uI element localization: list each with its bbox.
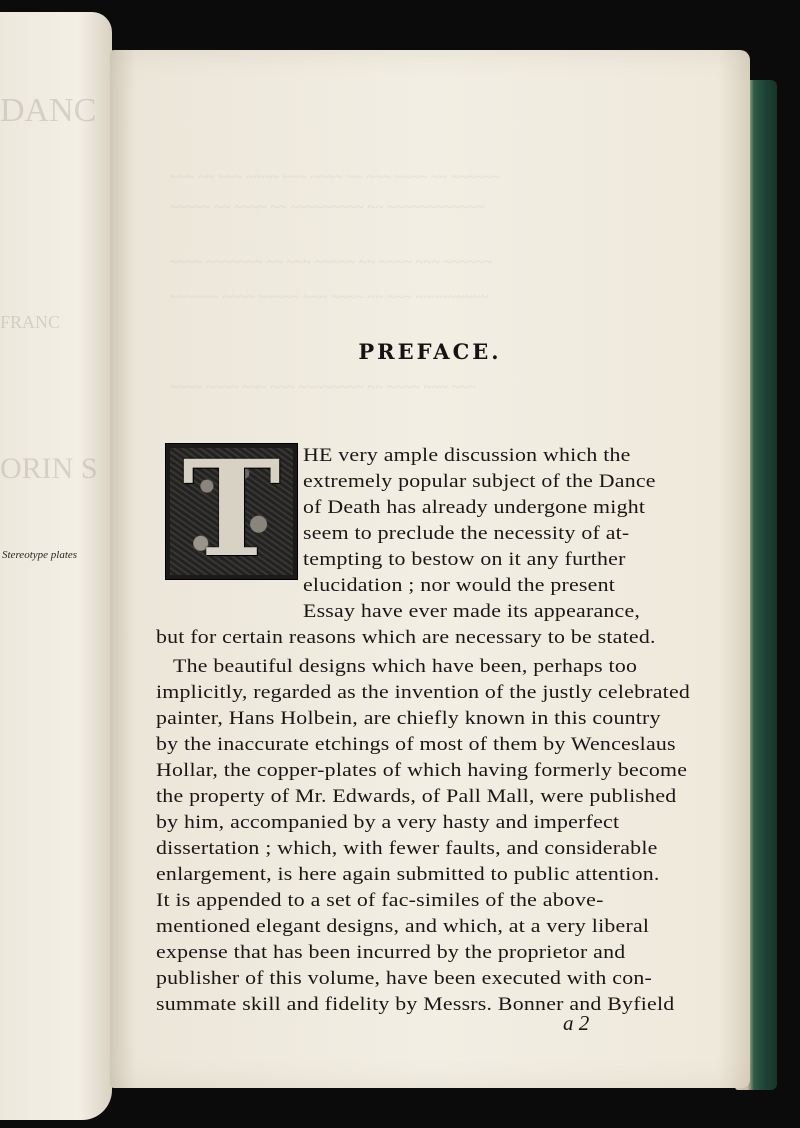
- text-line: It is appended to a set of fac-similes of the above-: [156, 890, 604, 911]
- left-page: [0, 12, 112, 1120]
- text-line: dissertation ; which, with fewer faults, and considerable: [156, 838, 658, 859]
- text-line: Essay have ever made its appearance,: [303, 601, 641, 622]
- drop-cap-letter: T: [182, 448, 281, 575]
- text-line: by the inaccurate etchings of most of them by Wenceslaus: [156, 734, 676, 755]
- left-page-note: Stereotype plates: [2, 549, 78, 561]
- text-line: by him, accompanied by a very hasty and imperfect: [156, 812, 620, 833]
- text-line: extremely popular subject of the Dance: [303, 471, 656, 492]
- text-line: of Death has already undergone might: [303, 497, 646, 518]
- bleed-through-text: ~~~~~~ ~~~~ ~~~~~ ~~~ ~~~~ ~~ ~~~ ~~~~~~~~~: [170, 290, 489, 306]
- text-line: The beautiful designs which have been, perhaps too: [173, 656, 638, 677]
- text-line: publisher of this volume, have been executed with con-: [156, 968, 653, 989]
- woodcut-illustration: [170, 448, 293, 575]
- text-line: expense that has been incurred by the proprietor and: [156, 942, 626, 963]
- bleed-through-text: ~~~ ~~ ~~~ ~~~~ ~~~ ~~~~ ~~ ~~~ ~~~~ ~~ ~~~~~~: [170, 170, 500, 186]
- text-line: seem to preclude the necessity of at-: [303, 523, 630, 544]
- text-line: painter, Hans Holbein, are chiefly known in this country: [156, 708, 661, 729]
- left-page-bleed-through: DANC: [0, 92, 97, 129]
- bleed-through-text: ~~~~ ~~~~~~~ ~~ ~~~ ~~~~~ ~~ ~~~~ ~~~ ~~~~~~: [170, 255, 493, 271]
- ornamental-drop-cap: [165, 443, 298, 580]
- page-title: PREFACE.: [358, 339, 502, 364]
- bleed-through-text: ~~~~ ~~~~ ~~~ ~~~ ~~~~~~~~ ~~ ~~~~ ~~~ ~~~: [170, 380, 476, 396]
- text-line: Hollar, the copper-plates of which having formerly become: [156, 760, 688, 781]
- text-line: HE very ample discussion which the: [303, 445, 631, 466]
- text-line: implicitly, regarded as the invention of the justly celebrated: [156, 682, 691, 703]
- text-line: but for certain reasons which are necessary to be stated.: [156, 627, 656, 648]
- text-line: elucidation ; nor would the present: [303, 575, 616, 596]
- left-page-bleed-through: ORIN S: [0, 452, 98, 485]
- text-line: tempting to bestow on it any further: [303, 549, 626, 570]
- book-page: [110, 50, 750, 1088]
- page-number: a 2: [563, 1011, 590, 1035]
- text-line: the property of Mr. Edwards, of Pall Mall, were published: [156, 786, 677, 807]
- text-line: mentioned elegant designs, and which, at a very liberal: [156, 916, 650, 937]
- left-page-bleed-through: FRANC: [0, 312, 61, 332]
- text-line: summate skill and fidelity by Messrs. Bonner and Byfield: [156, 994, 675, 1015]
- text-line: enlargement, is here again submitted to public attention.: [156, 864, 660, 885]
- bleed-through-text: ~~~~~ ~~ ~~~~ ~~ ~~~~~~~~~ ~~ ~~~~~~~~~~~~: [170, 200, 485, 216]
